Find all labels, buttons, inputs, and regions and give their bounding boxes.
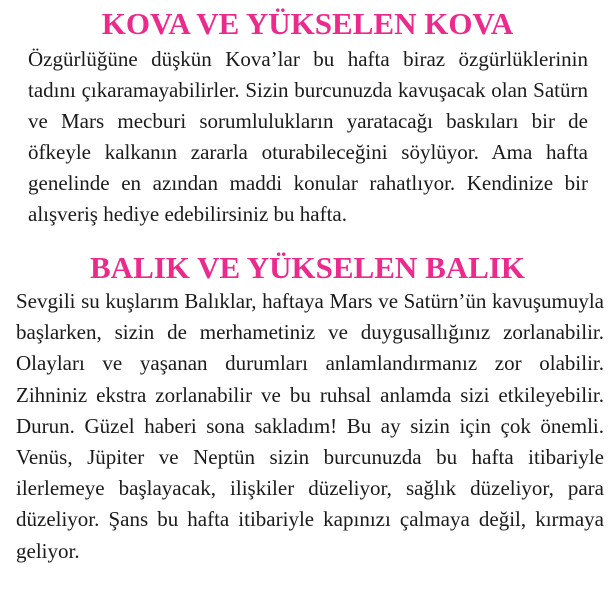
section-body-aquarius: Özgürlüğüne düşkün Kova’lar bu hafta biraz özgürlüklerinin tadını çıkaramayabilirler. Sizin burcunuzda kavuşacak olan Satürn ve Mars mecburi sorumlulukların yaratacağı baskıları bir de öfkeyle kalkanın zararla oturabileceğini söylüyor. Ama hafta genelinde en azından maddi konular rahatlıyor. Kendinize bir alışveriş hediye edebilirsiniz bu hafta. bbox=[28, 47, 588, 226]
section-body-pisces: Sevgili su kuşlarım Balıklar, haftaya Mars ve Satürn’ün kavuşumuyla başlarken, sizin de merhametiniz ve duygusallığınız zorlanabilir. Olayları ve yaşanan durumları anlamlandırmanız zor olabilir. Zihniniz ekstra zorlanabilir ve bu ruhsal anlamda sizi etkileyebilir. Durun. Güzel haberi sona sakladım! Bu ay sizin için çok önemli. Venüs, Jüpiter ve Neptün sizin burcunuzda bu hafta itibariyle ilerlemeye başlayacak, ilişkiler düzeliyor, sağlık düzeliyor, para düzeliyor. Şans bu hafta itibariyle kapınızı çalmaya değil, kırmaya geliyor. bbox=[16, 289, 604, 563]
section-title-pisces: BALIK VE YÜKSELEN BALIK bbox=[90, 250, 525, 285]
section-title-aquarius: KOVA VE YÜKSELEN KOVA bbox=[101, 6, 514, 41]
